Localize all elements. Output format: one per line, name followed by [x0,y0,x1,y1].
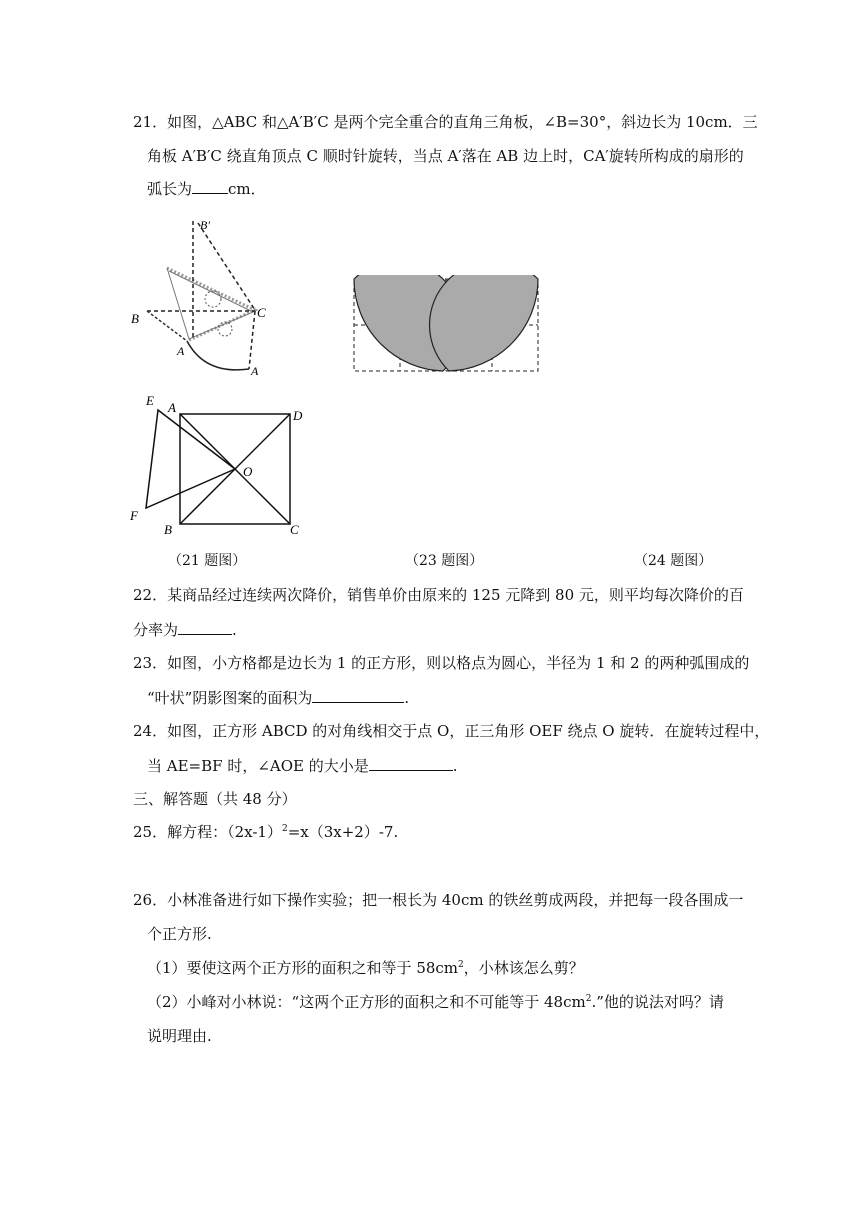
fig24-label-b: B [164,522,172,537]
q21-unit: cm． [228,180,266,198]
q21-line-3-text: 弧长为 [147,180,193,198]
caption-21: （21 题图） [168,553,247,569]
figure-21 [125,215,275,380]
q22-answer-blank [178,620,232,635]
fig21-bprime-c-edge [198,223,255,310]
q22-line-2-end: . [232,621,237,639]
fig21-b-a-edge [147,311,187,341]
q24-line-2 [147,756,458,776]
fig24-label-d: D [293,408,303,423]
fig23-leaf-right [429,275,538,371]
q26-part-1-end: ，小林该怎么剪？ [463,959,584,977]
q26-part-1-exponent: 2 [458,960,464,970]
q21-line-3 [147,179,266,199]
q22-line-2 [133,620,237,640]
fig21-label-c: C [257,305,266,320]
q26-line-2: 个正方形. [147,925,212,943]
fig21-label-b: B [131,311,139,326]
q26-line-1: 26．小林准备进行如下操作实验；把一根长为 40cm 的铁丝剪成两段，并把每一段各围成一 [133,891,744,909]
fig21-c-aprime-dashed [249,311,255,369]
q25-text: 25．解方程：（2x-1） [133,823,282,841]
q21-line-2: 角板 A′B′C 绕直角顶点 C 顺时针旋转，当点 A′落在 AB 边上时，CA′旋转所构成的扇形的 [147,147,744,165]
fig21-label-bprime: B′ [200,218,210,232]
q22-line-1: 22．某商品经过连续两次降价，销售单价由原来的 125 元降到 80 元，则平均每次降价的百 [133,586,744,604]
q26-part-2-end: .”他的说法对吗？请 [591,993,724,1011]
q24-line-1: 24．如图，正方形 ABCD 的对角线相交于点 O，正三角形 OEF 绕点 O 旋转．在旋转过程中， [133,722,770,740]
fig24-label-f: F [130,508,138,523]
fig24-label-e: E [146,393,154,408]
q25-line [133,822,398,842]
q26-part-2-line-2: 说明理由. [147,1027,212,1045]
q24-line-2-text: 当 AE=BF 时，∠AOE 的大小是 [147,757,369,775]
q23-answer-blank [312,688,404,703]
q21-answer-blank [192,179,228,194]
fig24-label-a: A [168,400,176,415]
q23-line-2-text: “叶状”阴影图案的面积为 [147,689,313,707]
fig21-label-a: A [177,344,185,358]
section-3-title: 三、解答题（共 48 分） [133,790,297,808]
figure-23 [350,275,540,375]
caption-23: （23 题图） [405,553,484,569]
q23-line-2 [147,688,409,708]
q25-text-end: =x（3x+2）-7. [287,823,399,841]
fig24-label-o: O [243,464,253,479]
caption-24: （24 题图） [634,553,713,569]
q26-part-1 [147,958,584,978]
fig21-label-aprime: A [251,364,259,378]
q26-part-2 [147,992,724,1012]
q24-line-2-end: . [452,757,458,775]
q22-line-2-text: 分率为 [133,621,179,639]
q25-exponent: 2 [281,824,288,834]
q24-answer-blank [369,756,453,771]
fig21-arc [187,341,249,370]
q23-line-1: 23．如图，小方格都是边长为 1 的正方形，则以格点为圆心，半径为 1 和 2 的两种弧围成的 [133,654,750,672]
q21-line-1: 21．如图，△ABC 和△A′B′C 是两个完全重合的直角三角板，∠B=30°，斜边长为 10cm．三 [133,113,758,131]
fig24-label-c: C [290,522,299,537]
q26-part-2-exponent: 2 [585,994,592,1004]
q26-part-1-text: （1）要使这两个正方形的面积之和等于 58cm [147,959,459,977]
q26-part-2-text: （2）小峰对小林说：“这两个正方形的面积之和不可能等于 48cm [147,993,586,1011]
figure-24 [128,390,308,540]
q23-line-2-end: . [404,689,410,707]
